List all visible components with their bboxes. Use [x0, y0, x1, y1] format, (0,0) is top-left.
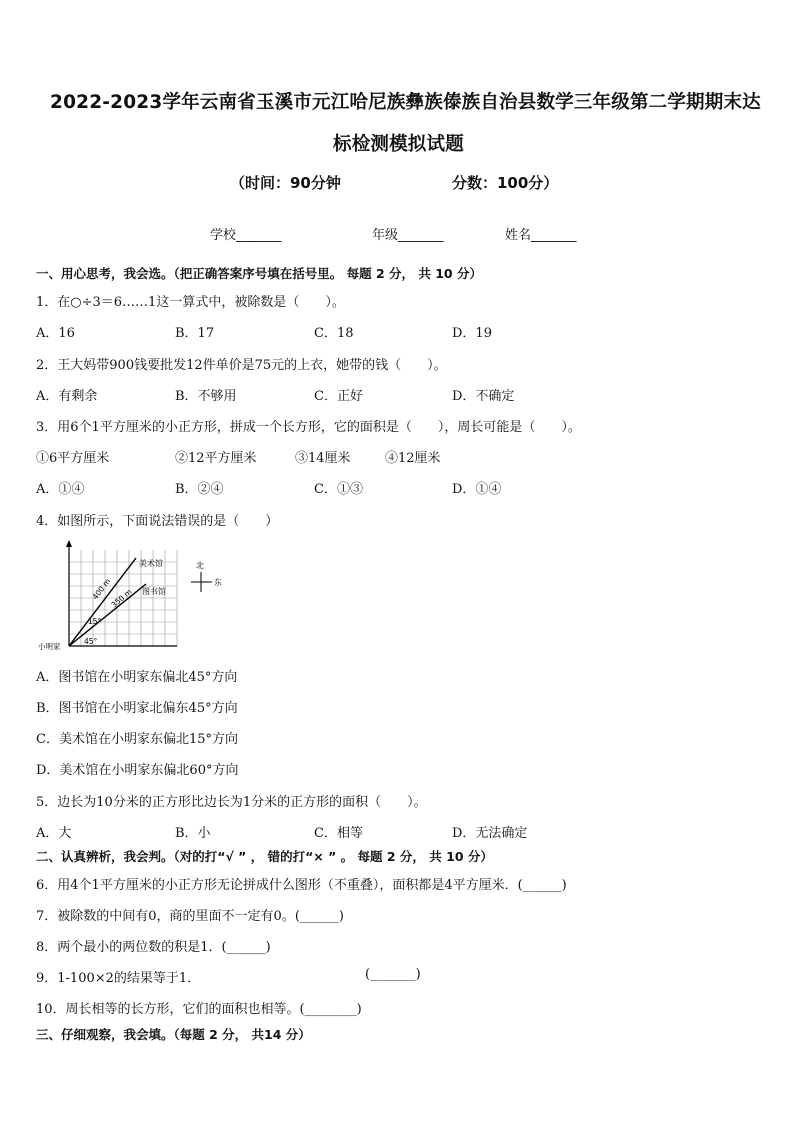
q6-text: 6．用4个1平方厘米的小正方形无论拼成什么图形（不重叠），面积都是4平方厘米．(______) — [36, 878, 567, 893]
section-1-heading: 一、用心思考，我会选。（把正确答案序号填在括号里。 每题 2 分， 共 10 分） — [36, 266, 482, 281]
q2-option-d: D．不确定 — [452, 389, 515, 404]
name-field: 姓名_______ — [505, 228, 577, 243]
home-label: 小明家 — [38, 642, 61, 651]
q4-option-b: B．图书馆在小明家北偏东45°方向 — [36, 701, 238, 716]
q5-option-a: A．大 — [36, 826, 72, 841]
q2-option-c: C．正好 — [314, 389, 363, 404]
grade-field: 年级_______ — [372, 228, 444, 243]
section-2-heading: 二、认真辨析，我会判。（对的打“√ ” ， 错的打“× ” 。 每题 2 分， 共 10 分） — [36, 849, 493, 864]
q3-choice-4: ④12厘米 — [385, 451, 441, 466]
library-label: 图书馆 — [142, 587, 166, 596]
east-label: 东 — [214, 578, 222, 587]
q3-option-d: D．①④ — [452, 482, 502, 497]
q3-option-a: A．①④ — [36, 482, 85, 497]
q4-option-d: D．美术馆在小明家东偏北60°方向 — [36, 763, 239, 778]
angle-45-label: 45° — [84, 637, 98, 646]
q1-option-c: C．18 — [314, 326, 354, 341]
ray-to-library — [69, 584, 146, 646]
angle-15-label: 15° — [88, 617, 102, 626]
title-line-2: 标检测模拟试题 — [333, 134, 464, 155]
q7-text: 7．被除数的中间有0，商的里面不一定有0。(______) — [36, 909, 344, 924]
q8-text: 8．两个最小的两位数的积是1．(______) — [36, 940, 271, 955]
score-label: 分数：100分） — [452, 174, 559, 192]
q1-text: 1．在○÷3＝6……1这一算式中，被除数是（ ）。 — [36, 295, 345, 310]
q4-option-c: C．美术馆在小明家东偏北15°方向 — [36, 732, 238, 747]
q3-choice-1: ①6平方厘米 — [36, 451, 110, 466]
q4-text: 4．如图所示，下面说法错误的是（ ） — [36, 514, 279, 529]
q5-option-d: D．无法确定 — [452, 826, 528, 841]
q10-text: 10．周长相等的长方形，它们的面积也相等。(________) — [36, 1002, 362, 1017]
north-label: 北 — [196, 561, 204, 570]
q4-option-a: A．图书馆在小明家东偏北45°方向 — [36, 670, 238, 685]
distance-350-label: 350 m — [109, 587, 134, 610]
title-line-1: 2022-2023学年云南省玉溪市元江哈尼族彝族傣族自治县数学三年级第二学期期末达 — [50, 92, 761, 113]
q1-option-a: A．16 — [36, 326, 75, 341]
q4-direction-figure — [36, 538, 236, 658]
q3-text: 3．用6个1平方厘米的小正方形，拼成一个长方形，它的面积是（ ），周长可能是（ ）。 — [36, 420, 581, 435]
school-field: 学校_______ — [210, 228, 282, 243]
q5-option-c: C．相等 — [314, 826, 363, 841]
q1-option-d: D．19 — [452, 326, 492, 341]
distance-400-label: 400 m — [90, 576, 113, 602]
q3-choice-3: ③14厘米 — [295, 451, 351, 466]
q2-text: 2．王大妈带900钱要批发12件单价是75元的上衣，她带的钱（ ）。 — [36, 358, 447, 373]
q9-answer-blank: (_______) — [365, 967, 421, 982]
axis-arrow-icon — [66, 540, 72, 547]
q2-option-b: B．不够用 — [175, 389, 237, 404]
time-label: （时间：90分钟 — [230, 174, 341, 192]
q9-text: 9．1-100×2的结果等于1． — [36, 971, 201, 986]
q5-option-b: B．小 — [175, 826, 211, 841]
museum-label: 美术馆 — [139, 559, 163, 568]
q5-text: 5．边长为10分米的正方形比边长为1分米的正方形的面积（ ）。 — [36, 795, 427, 810]
q3-option-c: C．①③ — [314, 482, 363, 497]
q3-choice-2: ②12平方厘米 — [175, 451, 257, 466]
q3-option-b: B．②④ — [175, 482, 224, 497]
compass-icon — [191, 560, 222, 592]
ray-to-museum — [69, 558, 136, 646]
q2-option-a: A．有剩余 — [36, 389, 98, 404]
section-3-heading: 三、仔细观察，我会填。（每题 2 分， 共14 分） — [36, 1027, 311, 1042]
q1-option-b: B．17 — [175, 326, 215, 341]
